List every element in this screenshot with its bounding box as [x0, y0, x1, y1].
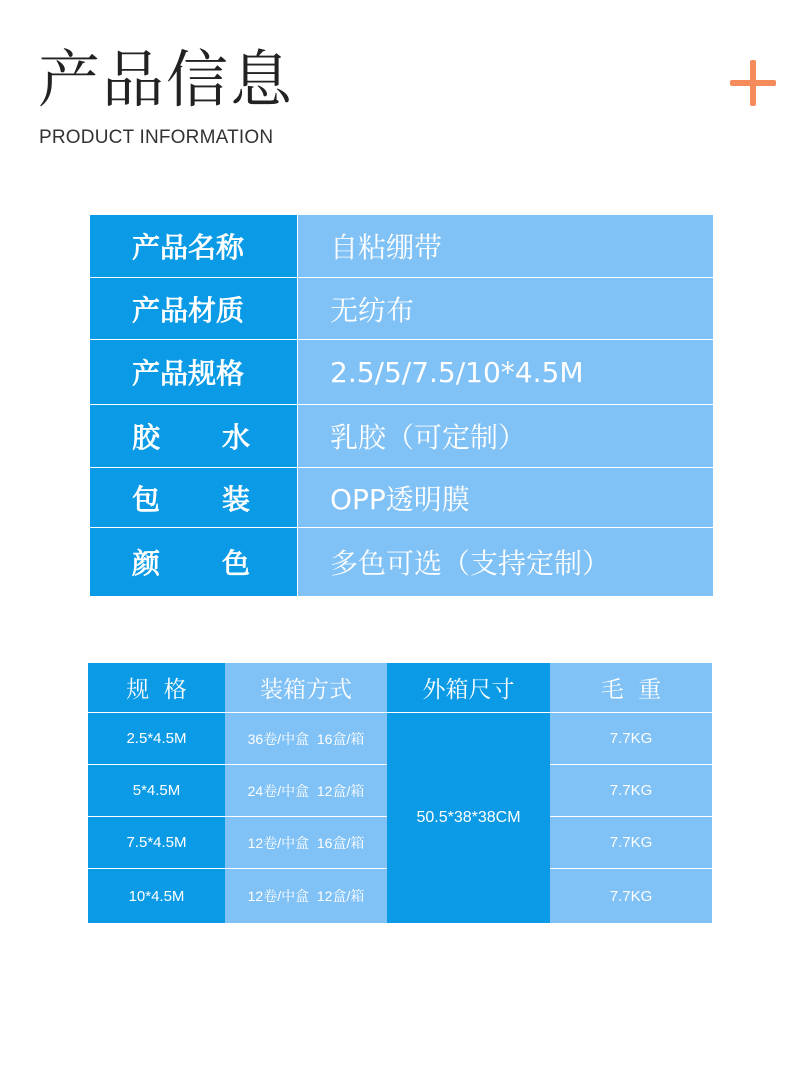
- column-header: 外箱尺寸: [387, 663, 550, 713]
- info-label: 产品名称: [90, 215, 297, 277]
- table-cell: 2.5*4.5M: [88, 713, 225, 765]
- info-row-glue: [90, 405, 713, 468]
- info-value: OPP透明膜: [297, 468, 713, 527]
- column-spec: [88, 663, 225, 923]
- page-title: 产品信息: [38, 43, 295, 116]
- table-cell: 7.5*4.5M: [88, 817, 225, 869]
- page-subtitle: PRODUCT INFORMATION: [39, 127, 274, 148]
- info-label: 产品材质: [90, 278, 297, 339]
- table-cell: 12卷/中盒 12盒/箱: [247, 888, 365, 904]
- info-row-material: [90, 278, 713, 340]
- column-header: 装箱方式: [225, 663, 387, 713]
- info-label: [90, 468, 297, 527]
- info-label-char: 胶: [132, 421, 161, 454]
- info-row-spec: [90, 340, 713, 405]
- table-cell: 12卷/中盒 16盒/箱: [225, 817, 387, 869]
- info-label-char: 装: [221, 482, 250, 516]
- info-label-char: 水: [221, 421, 250, 454]
- info-value: 无纺布: [297, 278, 713, 339]
- plus-icon[interactable]: [730, 60, 776, 106]
- info-value: 乳胶（可定制）: [297, 405, 713, 467]
- info-row-packaging: [90, 468, 713, 528]
- product-info-table: [90, 215, 713, 596]
- info-value: 多色可选（支持定制）: [297, 528, 713, 596]
- info-label: [90, 405, 297, 467]
- table-cell: 7.7KG: [609, 887, 653, 905]
- info-label: 产品规格: [90, 340, 297, 404]
- packing-spec-table: [88, 663, 712, 923]
- table-cell: 5*4.5M: [88, 765, 225, 817]
- column-weight: [550, 663, 712, 923]
- table-cell: 7.7KG: [550, 817, 712, 869]
- carton-size-cell: 50.5*38*38CM: [416, 809, 521, 826]
- table-cell: 24卷/中盒 12盒/箱: [225, 765, 387, 817]
- column-packing: [225, 663, 387, 923]
- table-cell: 36卷/中盒 16盒/箱: [225, 713, 387, 765]
- info-label-char: 色: [221, 547, 250, 580]
- column-carton-size: [387, 663, 550, 923]
- column-header: 毛 重: [550, 663, 712, 713]
- info-value: 2.5/5/7.5/10*4.5M: [297, 340, 713, 404]
- table-cell: 7.7KG: [550, 713, 712, 765]
- table-cell: 10*4.5M: [128, 887, 185, 905]
- column-header: 规 格: [88, 663, 225, 713]
- info-value: 自粘绷带: [297, 215, 713, 277]
- info-label: [90, 528, 297, 596]
- info-row-name: [90, 215, 713, 278]
- info-row-color: [90, 528, 713, 596]
- table-cell: 7.7KG: [550, 765, 712, 817]
- info-label-char: 颜: [132, 547, 161, 580]
- info-label-char: 包: [132, 482, 161, 516]
